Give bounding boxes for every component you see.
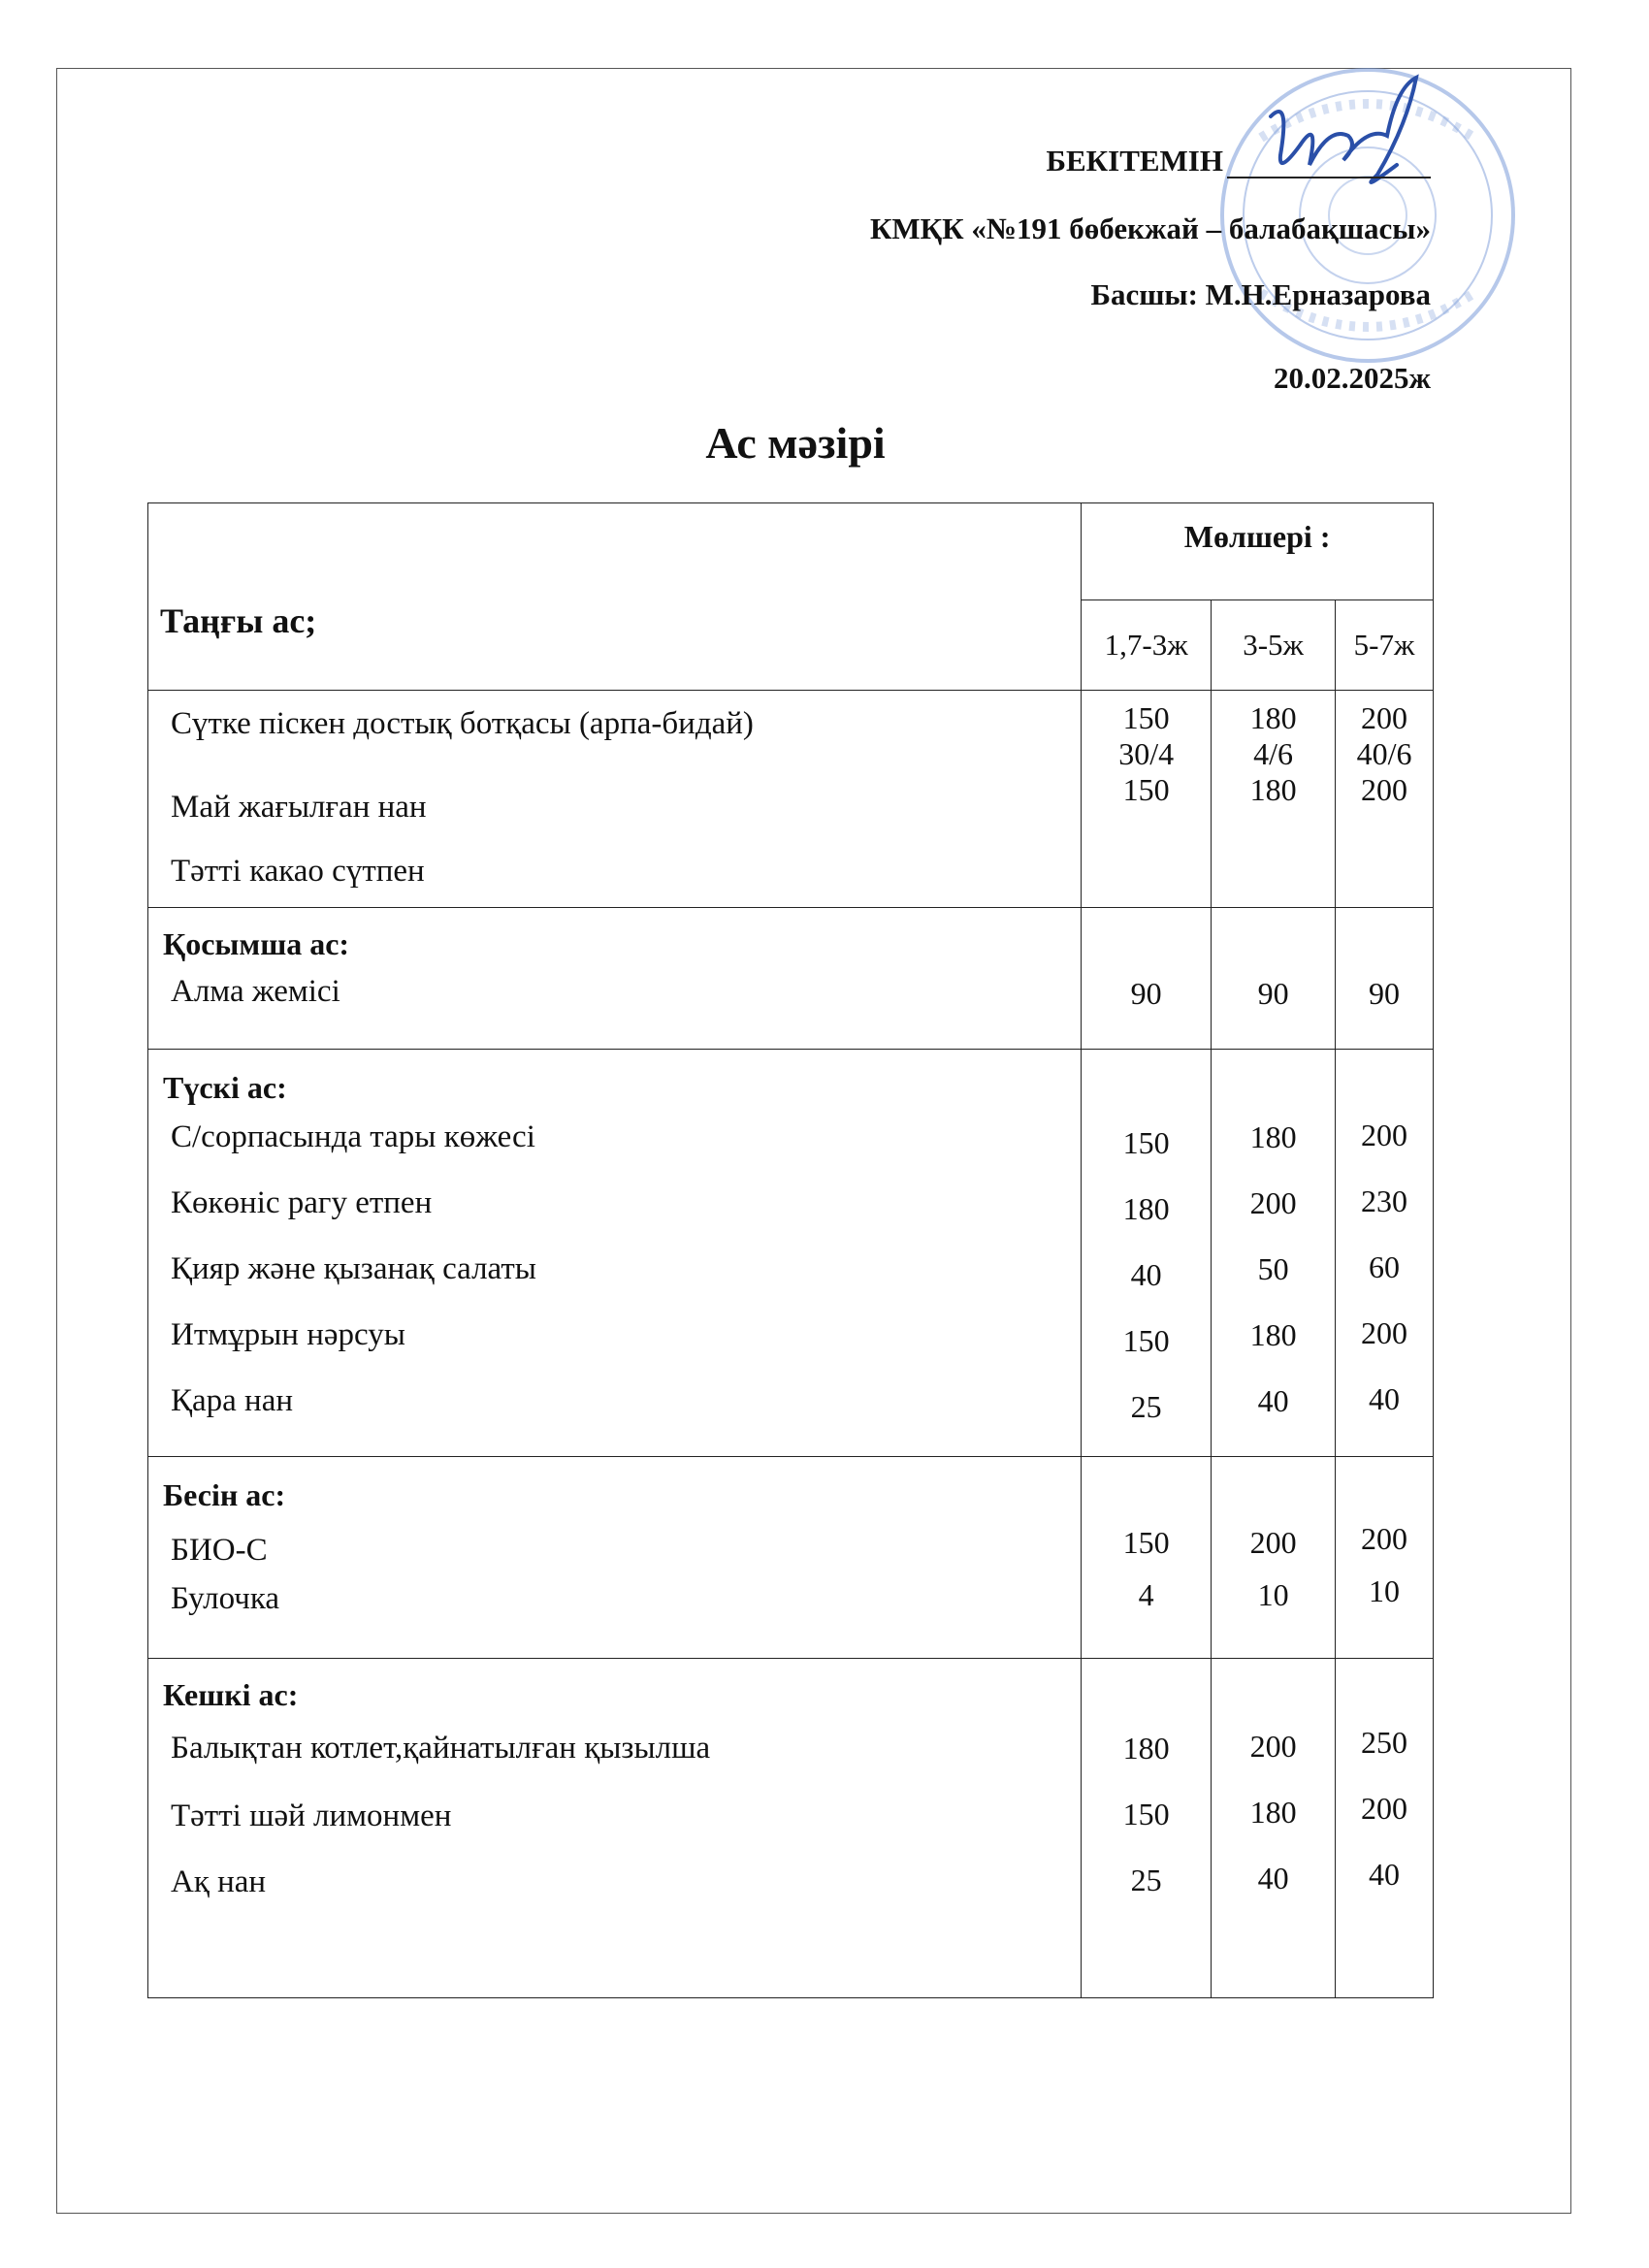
afternoon-qty-a <box>1082 1457 1212 1659</box>
dish-item: Ақ нан <box>171 1864 267 1899</box>
approval-date: 20.02.2025ж <box>1274 361 1431 395</box>
afternoon-qty-b <box>1212 1457 1336 1659</box>
approve-line <box>1046 144 1431 178</box>
lunch-section <box>148 1050 1434 1457</box>
dish-item: Алма жемісі <box>171 974 340 1009</box>
lunch-dishes <box>148 1050 1082 1457</box>
qty-value: 200 <box>1249 1185 1297 1220</box>
qty-value: 180 <box>1122 1731 1170 1766</box>
qty-value: 25 <box>1130 1863 1162 1897</box>
qty-value: 40 <box>1257 1383 1289 1418</box>
dish-item: Тәтті какао сүтпен <box>171 854 425 889</box>
breakfast-section <box>148 691 1434 908</box>
qty-value: 90 <box>1369 976 1401 1011</box>
page-title: Ас мәзірі <box>705 418 886 468</box>
dish-item: С/сорпасында тары көжесі <box>171 1119 535 1154</box>
qty-value: 180 <box>1249 700 1297 735</box>
section-title: Түскі ас: <box>163 1070 287 1105</box>
qty-value: 4 <box>1138 1577 1154 1612</box>
snack-qty-a <box>1082 908 1212 1050</box>
age-group-2: 3-5ж <box>1212 600 1336 691</box>
qty-value: 200 <box>1361 1315 1408 1350</box>
qty-value: 60 <box>1369 1249 1401 1284</box>
dish-item: Қара нан <box>171 1383 294 1418</box>
qty-value: 230 <box>1361 1183 1408 1218</box>
qty-value: 40 <box>1369 1857 1401 1892</box>
qty-value: 90 <box>1257 976 1289 1011</box>
lunch-qty-c <box>1336 1050 1434 1457</box>
dinner-section <box>148 1659 1434 1998</box>
qty-value: 150 <box>1122 1797 1170 1831</box>
qty-value: 180 <box>1249 1119 1297 1154</box>
dish-item: БИО-С <box>171 1533 268 1568</box>
lunch-qty-a <box>1082 1050 1212 1457</box>
breakfast-qty-c <box>1336 691 1434 908</box>
dish-item: Булочка <box>171 1581 280 1616</box>
section-title: Кешкі ас: <box>163 1677 299 1712</box>
qty-value: 40 <box>1369 1381 1401 1416</box>
section-title: Қосымша ас: <box>163 926 350 961</box>
head-name: Басшы: М.Н.Ерназарова <box>1090 277 1431 311</box>
breakfast-dishes <box>148 691 1082 908</box>
qty-value: 200 <box>1249 1729 1297 1764</box>
qty-value: 10 <box>1369 1573 1401 1608</box>
qty-value: 200 <box>1361 772 1408 807</box>
qty-value: 40/6 <box>1356 736 1412 771</box>
dinner-qty-b <box>1212 1659 1336 1998</box>
qty-value: 180 <box>1249 1317 1297 1352</box>
dish-item: Итмұрын нәрсуы <box>171 1317 405 1352</box>
dish-item: Қияр және қызанақ салаты <box>171 1251 536 1286</box>
signature-line <box>1227 147 1431 178</box>
organization-name: КМҚК «№191 бөбекжай – балабақшасы» <box>869 211 1431 245</box>
qty-value: 150 <box>1122 1125 1170 1160</box>
menu-table <box>147 502 1434 1998</box>
qty-value: 150 <box>1122 772 1170 807</box>
dinner-qty-c <box>1336 1659 1434 1998</box>
lunch-qty-b <box>1212 1050 1336 1457</box>
qty-value: 250 <box>1361 1725 1408 1760</box>
snack-dishes <box>148 908 1082 1050</box>
snack-qty-b <box>1212 908 1336 1050</box>
dish-item: Балықтан котлет,қайнатылған қызылша <box>171 1731 711 1766</box>
dish-item: Сүтке піскен достық ботқасы (арпа-бидай) <box>171 706 754 741</box>
signature <box>1251 68 1445 204</box>
dinner-dishes <box>148 1659 1082 1998</box>
qty-value: 10 <box>1257 1577 1289 1612</box>
qty-value: 150 <box>1122 1525 1170 1560</box>
qty-value: 150 <box>1122 700 1170 735</box>
qty-value: 200 <box>1361 1521 1408 1556</box>
breakfast-header: Таңғы ас; <box>148 503 1082 691</box>
qty-value: 180 <box>1122 1191 1170 1226</box>
afternoon-dishes <box>148 1457 1082 1659</box>
dish-item: Май жағылған нан <box>171 790 427 825</box>
qty-value: 40 <box>1257 1861 1289 1895</box>
age-group-3: 5-7ж <box>1336 600 1434 691</box>
dinner-qty-a <box>1082 1659 1212 1998</box>
qty-value: 40 <box>1130 1257 1162 1292</box>
qty-value: 200 <box>1361 1791 1408 1826</box>
qty-value: 150 <box>1122 1323 1170 1358</box>
snack-section <box>148 908 1434 1050</box>
table-header-row <box>148 503 1434 600</box>
afternoon-section <box>148 1457 1434 1659</box>
qty-value: 200 <box>1249 1525 1297 1560</box>
section-title: Бесін ас: <box>163 1477 286 1512</box>
qty-value: 30/4 <box>1118 736 1175 771</box>
breakfast-qty-a <box>1082 691 1212 908</box>
age-group-1: 1,7-3ж <box>1082 600 1212 691</box>
qty-value: 4/6 <box>1253 736 1294 771</box>
dish-item: Тәтті шәй лимонмен <box>171 1798 452 1833</box>
qty-value: 200 <box>1361 700 1408 735</box>
quantity-header: Мөлшері : <box>1082 503 1434 600</box>
approve-label: БЕКІТЕМІН <box>1046 144 1223 178</box>
dish-item: Көкөніс рагу етпен <box>171 1185 433 1220</box>
snack-qty-c <box>1336 908 1434 1050</box>
qty-value: 50 <box>1257 1251 1289 1286</box>
qty-value: 90 <box>1130 976 1162 1011</box>
afternoon-qty-c <box>1336 1457 1434 1659</box>
breakfast-qty-b <box>1212 691 1336 908</box>
qty-value: 25 <box>1130 1389 1162 1424</box>
qty-value: 200 <box>1361 1118 1408 1152</box>
qty-value: 180 <box>1249 1795 1297 1830</box>
qty-value: 180 <box>1249 772 1297 807</box>
